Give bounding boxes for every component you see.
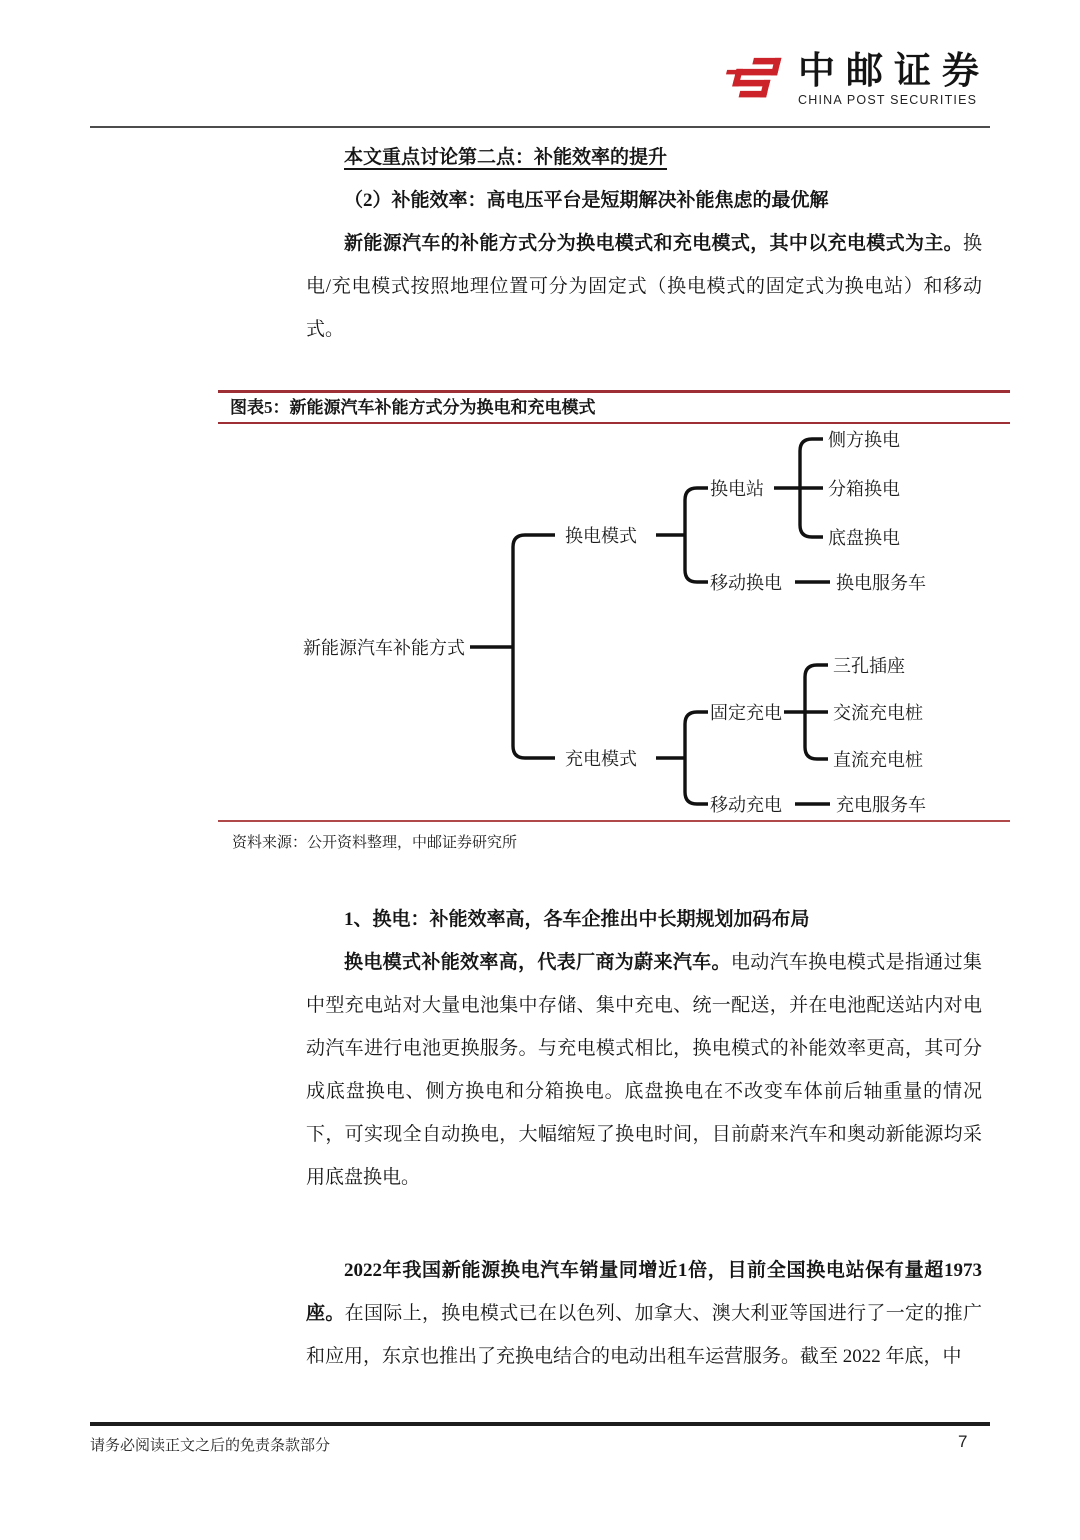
section-paragraph-2 — [306, 1249, 982, 1378]
figure-source: 资料来源：公开资料整理，中邮证券研究所 — [232, 835, 518, 851]
footer-divider — [90, 1422, 990, 1426]
brand-logo — [720, 52, 990, 107]
node-swap-service-vehicle: 换电服务车 — [836, 573, 926, 593]
node-swap-station: 换电站 — [710, 479, 764, 499]
figure-diagram — [218, 424, 1010, 820]
section-swap — [306, 898, 982, 1378]
section-paragraph-1-lead: 换电模式补能效率高，代表厂商为蔚来汽车。 — [344, 952, 731, 973]
intro-subheading: （2）补能效率：高电压平台是短期解决补能焦虑的最优解 — [344, 190, 829, 211]
node-box-swap: 分箱换电 — [828, 479, 900, 499]
node-swap-mode: 换电模式 — [565, 526, 637, 546]
node-fixed-charge: 固定充电 — [710, 703, 782, 723]
intro-paragraph-lead: 新能源汽车的补能方式分为换电模式和充电模式，其中以充电模式为主。 — [344, 233, 963, 254]
swap-bracket — [685, 488, 708, 582]
node-charge-mode: 充电模式 — [565, 749, 637, 769]
section-paragraph-2-lead: 2022年我国新能源换电汽车销量同增近1倍，目前全国换电站保有量超1973座。 — [306, 1260, 982, 1324]
node-side-swap: 侧方换电 — [828, 430, 900, 450]
intro-emphasis-line: 本文重点讨论第二点：补能效率的提升 — [344, 147, 668, 168]
node-charge-service-vehicle: 充电服务车 — [836, 795, 926, 815]
node-three-pin-socket: 三孔插座 — [833, 656, 905, 676]
node-mobile-charge: 移动充电 — [710, 795, 782, 815]
intro-block — [306, 136, 982, 351]
footer-disclaimer: 请务必阅读正文之后的免责条款部分 — [90, 1438, 331, 1454]
node-chassis-swap: 底盘换电 — [828, 528, 900, 548]
node-ac-charge-pile: 交流充电桩 — [833, 703, 923, 723]
section-paragraph-2-rest: 在国际上，换电模式已在以色列、加拿大、澳大利亚等国进行了一定的推广和应用，东京也推出了充换电结合的电动出租车运营服务。截至 2022 年底，中 — [306, 1303, 982, 1367]
intro-paragraph — [306, 222, 982, 351]
china-post-emblem-icon — [720, 54, 786, 104]
figure-5 — [218, 390, 1010, 852]
brand-text — [798, 52, 990, 107]
node-mobile-swap: 移动换电 — [710, 573, 782, 593]
header-divider — [90, 126, 990, 128]
page-number: 7 — [958, 1432, 968, 1451]
figure-title: 图表5：新能源汽车补能方式分为换电和充电模式 — [218, 390, 1010, 424]
main-bracket — [513, 535, 555, 758]
intro-paragraph-rest: 换电/充电模式按照地理位置可分为固定式（换电模式的固定式为换电站）和移动式。 — [306, 233, 982, 340]
section-heading: 1、换电：补能效率高，各车企推出中长期规划加码布局 — [344, 909, 810, 930]
section-paragraph-1 — [306, 941, 982, 1199]
brand-name-cn: 中邮证券 — [798, 50, 990, 91]
brand-name-en: CHINA POST SECURITIES — [798, 92, 978, 107]
section-paragraph-1-rest: 电动汽车换电模式是指通过集中型充电站对大量电池集中存储、集中充电、统一配送，并在电池配送站内对电动汽车进行电池更换服务。与充电模式相比，换电模式的补能效率更高，其可分成底盘换电、侧方换电和分箱换电。底盘换电在不改变车体前后轴重量的情况下，可实现全自动换电，大幅缩短了换电时间，目前蔚来汽车和奥动新能源均采用底盘换电。 — [306, 952, 982, 1188]
node-dc-charge-pile: 直流充电桩 — [833, 750, 923, 770]
node-root: 新能源汽车补能方式 — [303, 638, 465, 658]
energy-supply-tree-diagram — [218, 424, 1010, 820]
charge-bracket — [685, 712, 708, 804]
